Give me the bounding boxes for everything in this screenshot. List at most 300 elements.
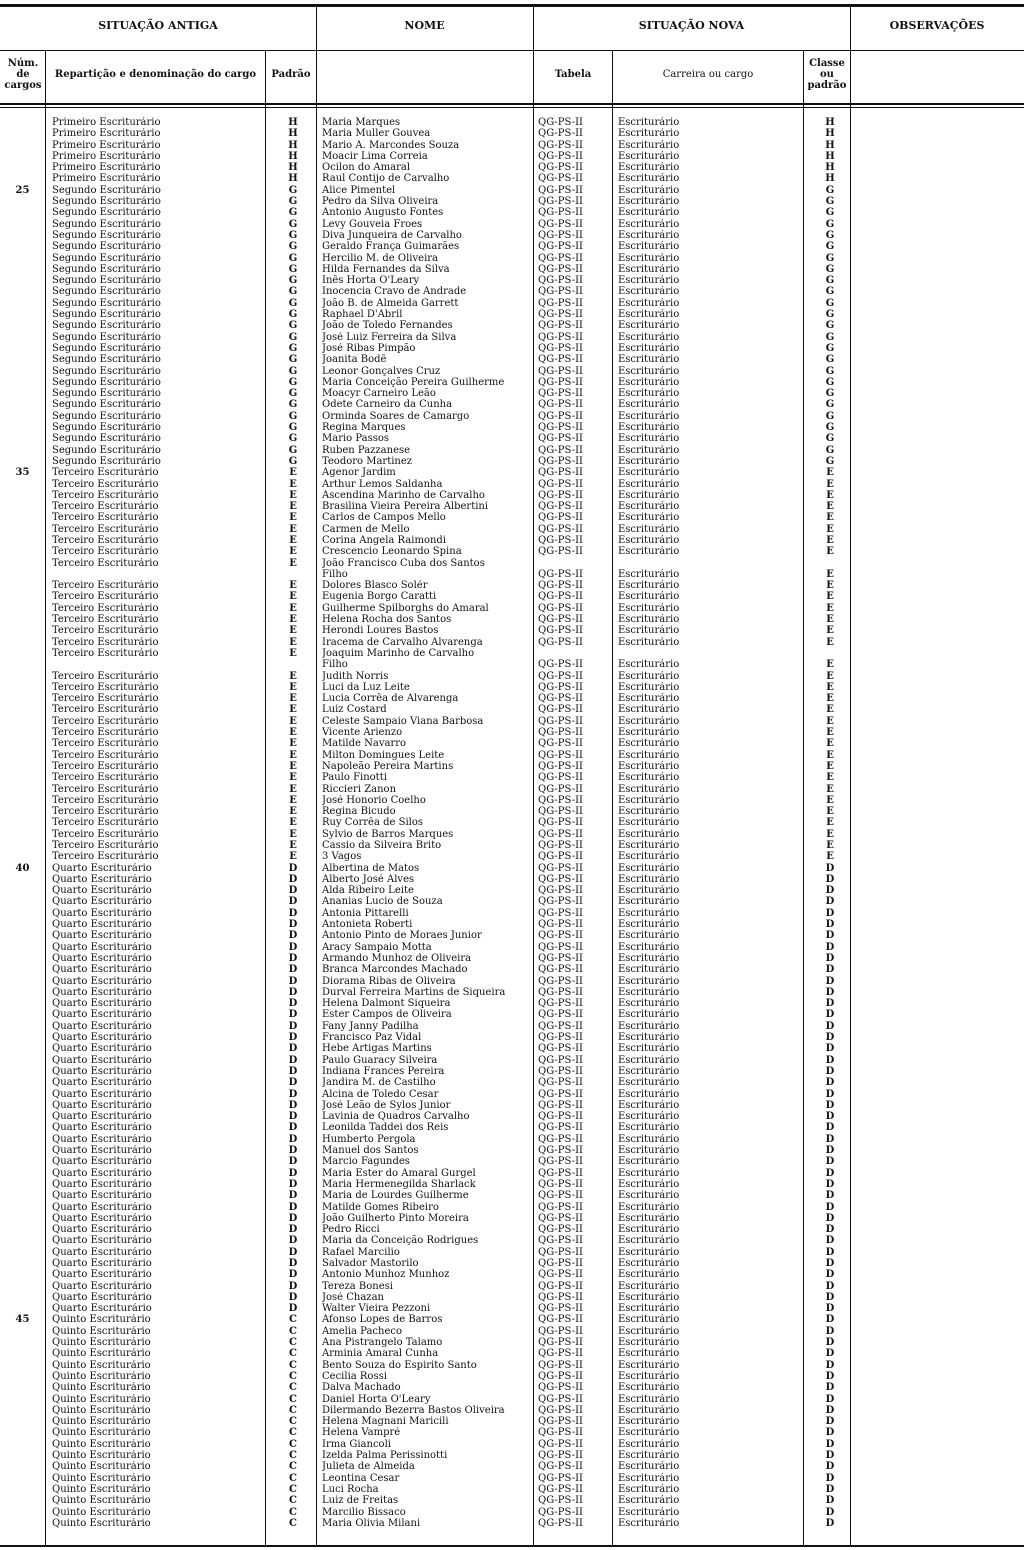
cell-cls: G [825, 455, 835, 467]
cell-cls: D [825, 1370, 835, 1382]
cell-pad: G [288, 196, 298, 208]
cell-nome: Odete Carneiro da Cunha [322, 399, 453, 411]
cell-pad: E [289, 489, 297, 501]
cell-tab: QG-PS-II [538, 207, 583, 219]
cell-pad: C [289, 1404, 297, 1416]
cell-rep: Quarto Escriturário [52, 1099, 152, 1111]
cell-tab: QG-PS-II [538, 636, 583, 648]
table-row [0, 1100, 1024, 1111]
table-row [0, 196, 1024, 207]
table-row [0, 1439, 1024, 1450]
cell-pad: E [289, 749, 297, 761]
cell-tab: QG-PS-II [538, 1246, 583, 1258]
table-row [0, 512, 1024, 523]
cell-tab: QG-PS-II [538, 1337, 583, 1349]
cell-car: Escriturário [618, 625, 680, 637]
cell-nome: Leonilda Taddei dos Reis [322, 1122, 449, 1134]
cell-rep: Quarto Escriturário [52, 1032, 152, 1044]
cell-rep: Terceiro Escriturário [52, 478, 159, 490]
cell-tab: QG-PS-II [538, 388, 583, 400]
cell-tab: QG-PS-II [538, 365, 583, 377]
cell-pad: E [289, 557, 297, 569]
cell-tab: QG-PS-II [538, 501, 583, 513]
cell-car: Escriturário [618, 354, 680, 366]
cell-pad: D [288, 1054, 298, 1066]
cell-nome: José Honorio Coelho [322, 794, 426, 806]
cell-pad: E [289, 727, 297, 739]
cell-rep: Terceiro Escriturário [52, 534, 159, 546]
cell-pad: E [289, 580, 297, 592]
cell-tab: QG-PS-II [538, 1122, 583, 1134]
cell-tab: QG-PS-II [538, 1303, 583, 1315]
cell-cls: D [825, 1337, 835, 1349]
cell-pad: G [288, 331, 298, 343]
cell-rep: Quarto Escriturário [52, 873, 152, 885]
cell-nome: Mario Passos [322, 433, 390, 445]
cell-tab: QG-PS-II [538, 806, 583, 818]
cell-tab: QG-PS-II [538, 128, 583, 140]
cell-pad: H [288, 173, 298, 185]
cell-tab: QG-PS-II [538, 851, 583, 863]
cell-pad: D [288, 862, 298, 874]
cell-car: Escriturário [618, 1156, 680, 1168]
cell-rep: Terceiro Escriturário [52, 512, 159, 524]
cell-pad: D [288, 1032, 298, 1044]
cell-cls: D [825, 1212, 835, 1224]
cell-pad: D [288, 896, 298, 908]
cell-pad: G [288, 263, 298, 275]
table-row [0, 535, 1024, 546]
cell-pad: D [288, 1167, 298, 1179]
table-row [0, 1009, 1024, 1020]
cell-nome: Celeste Sampaio Viana Barbosa [322, 715, 484, 727]
cell-car: Escriturário [618, 162, 680, 174]
cell-nome: Albertina de Matos [322, 862, 420, 874]
cell-tab: QG-PS-II [538, 760, 583, 772]
cell-tab: QG-PS-II [538, 580, 583, 592]
cell-car: Escriturário [618, 704, 680, 716]
cell-car: Escriturário [618, 1303, 680, 1315]
cell-nome: José Chazan [322, 1291, 384, 1303]
cell-tab: QG-PS-II [538, 975, 583, 987]
cell-pad: D [288, 885, 298, 897]
cell-car: Escriturário [618, 1427, 680, 1439]
cell-tab: QG-PS-II [538, 896, 583, 908]
cell-cls: D [825, 1461, 835, 1473]
cell-tab: QG-PS-II [538, 342, 583, 354]
table-row [0, 1326, 1024, 1337]
cell-tab: QG-PS-II [538, 1043, 583, 1055]
cell-car: Escriturário [618, 794, 680, 806]
cell-pad: G [288, 376, 298, 388]
cell-pad: C [289, 1506, 297, 1518]
cell-pad: C [289, 1337, 297, 1349]
table-row [0, 727, 1024, 738]
cell-cls: H [825, 139, 835, 151]
cell-cls: D [825, 1348, 835, 1360]
cell-rep: Terceiro Escriturário [52, 467, 159, 479]
cell-car: Escriturário [618, 975, 680, 987]
cell-nome: Alcina de Toledo Cesar [322, 1088, 439, 1100]
cell-car: Escriturário [618, 693, 680, 705]
table-row [0, 625, 1024, 636]
cell-car: Escriturário [618, 1122, 680, 1134]
cell-rep: Quarto Escriturário [52, 975, 152, 987]
cell-nome: João Guilherto Pinto Moreira [322, 1212, 469, 1224]
cell-car: Escriturário [618, 1382, 680, 1394]
table-row [0, 772, 1024, 783]
cell-pad: C [289, 1348, 297, 1360]
cell-nome: Mario A. Marcondes Souza [322, 139, 460, 151]
cell-rep: Quinto Escriturário [52, 1495, 151, 1507]
cell-pad: D [288, 941, 298, 953]
cell-cls: E [826, 580, 834, 592]
cell-car: Escriturário [618, 501, 680, 513]
cell-rep: Terceiro Escriturário [52, 546, 159, 558]
cell-rep: Quarto Escriturário [52, 1303, 152, 1315]
cell-cls: G [825, 184, 835, 196]
cell-tab: QG-PS-II [538, 1054, 583, 1066]
cell-rep: Terceiro Escriturário [52, 647, 159, 659]
cell-tab: QG-PS-II [538, 376, 583, 388]
cell-pad: E [289, 760, 297, 772]
cell-rep: Terceiro Escriturário [52, 636, 159, 648]
cell-cls: G [825, 196, 835, 208]
cell-tab: QG-PS-II [538, 422, 583, 434]
cell-rep: Quarto Escriturário [52, 1020, 152, 1032]
cell-tab: QG-PS-II [538, 1483, 583, 1495]
cell-car: Escriturário [618, 1065, 680, 1077]
cell-rep: Primeiro Escriturário [52, 128, 161, 140]
cell-pad: C [289, 1483, 297, 1495]
cell-nome: Filho [322, 659, 348, 671]
cell-cls: E [826, 760, 834, 772]
cell-pad: H [288, 128, 298, 140]
cell-car: Escriturário [618, 727, 680, 739]
cell-cls: E [826, 591, 834, 603]
header-bottom-rule [0, 103, 1024, 105]
cell-tab: QG-PS-II [538, 1269, 583, 1281]
cell-nome: Moacir Lima Correia [322, 150, 428, 162]
cell-nome: Ruy Corrêa de Silos [322, 817, 423, 829]
table-row [0, 1461, 1024, 1472]
table-row [0, 1089, 1024, 1100]
cell-tab: QG-PS-II [538, 150, 583, 162]
table-row [0, 1213, 1024, 1224]
cell-car: Escriturário [618, 1020, 680, 1032]
cell-car: Escriturário [618, 907, 680, 919]
table-row [0, 1111, 1024, 1122]
cell-cls: E [826, 534, 834, 546]
cell-tab: QG-PS-II [538, 1450, 583, 1462]
cell-rep: Primeiro Escriturário [52, 162, 161, 174]
cell-pad: C [289, 1382, 297, 1394]
table-row [0, 490, 1024, 501]
top-rule [0, 4, 1024, 7]
cell-rep: Segundo Escriturário [52, 263, 161, 275]
cell-nome: Fany Janny Padilha [322, 1020, 419, 1032]
cell-cls: D [825, 986, 835, 998]
table-row [0, 185, 1024, 196]
cell-tab: QG-PS-II [538, 478, 583, 490]
cell-cls: D [825, 1020, 835, 1032]
table-row [0, 1202, 1024, 1213]
cell-cls: G [825, 275, 835, 287]
cell-tab: QG-PS-II [538, 1404, 583, 1416]
cell-car: Escriturário [618, 173, 680, 185]
cell-cls: D [825, 862, 835, 874]
table-row [0, 275, 1024, 286]
subheader-classe: Classe ou padrão [807, 58, 847, 91]
header-situacao-antiga: SITUAÇÃO ANTIGA [98, 19, 218, 32]
cell-rep: Segundo Escriturário [52, 229, 161, 241]
cell-rep: Quarto Escriturário [52, 1269, 152, 1281]
cell-nome: Joaquim Marinho de Carvalho [322, 647, 475, 659]
cell-rep: Quarto Escriturário [52, 1224, 152, 1236]
cell-rep: Quarto Escriturário [52, 919, 152, 931]
cell-tab: QG-PS-II [538, 263, 583, 275]
cell-cls: G [825, 297, 835, 309]
table-row [0, 546, 1024, 557]
cell-nome: Ascendina Marinho de Carvalho [322, 489, 485, 501]
table-row [0, 388, 1024, 399]
cell-nome: 3 Vagos [322, 851, 362, 863]
cell-nome: Alberto José Alves [322, 873, 415, 885]
cell-rep: Terceiro Escriturário [52, 670, 159, 682]
cell-cls: E [826, 704, 834, 716]
cell-car: Escriturário [618, 1461, 680, 1473]
cell-rep: Terceiro Escriturário [52, 760, 159, 772]
cell-car: Escriturário [618, 930, 680, 942]
cell-cls: G [825, 320, 835, 332]
cell-nome: Dilermando Bezerra Bastos Oliveira [322, 1404, 505, 1416]
cell-cls: D [825, 1099, 835, 1111]
cell-tab: QG-PS-II [538, 275, 583, 287]
cell-nome: Regina Bicudo [322, 806, 396, 818]
cell-tab: QG-PS-II [538, 354, 583, 366]
cell-rep: Quinto Escriturário [52, 1427, 151, 1439]
table-row [0, 264, 1024, 275]
cell-tab: QG-PS-II [538, 862, 583, 874]
cell-pad: E [289, 693, 297, 705]
cell-tab: QG-PS-II [538, 286, 583, 298]
cell-rep: Segundo Escriturário [52, 455, 161, 467]
cell-nome: Hebe Artigas Martins [322, 1043, 432, 1055]
cell-cls: G [825, 252, 835, 264]
cell-car: Escriturário [618, 1314, 680, 1326]
cell-car: Escriturário [618, 851, 680, 863]
cell-rep: Quinto Escriturário [52, 1506, 151, 1518]
table-row [0, 501, 1024, 512]
cell-nome: Tereza Bonesi [322, 1280, 393, 1292]
cell-cls: D [825, 1393, 835, 1405]
cell-car: Escriturário [618, 749, 680, 761]
cell-car: Escriturário [618, 636, 680, 648]
cell-nome: Arminia Amaral Cunha [322, 1348, 439, 1360]
cell-pad: H [288, 162, 298, 174]
table-row [0, 817, 1024, 828]
cell-pad: D [288, 907, 298, 919]
cell-nome: José Leão de Sylos Junior [322, 1099, 451, 1111]
cell-car: Escriturário [618, 772, 680, 784]
cell-nome: Eugenia Borgo Caratti [322, 591, 437, 603]
cell-rep: Quinto Escriturário [52, 1416, 151, 1428]
table-row [0, 1450, 1024, 1461]
cell-tab: QG-PS-II [538, 1156, 583, 1168]
cell-cls: E [826, 568, 834, 580]
cell-pad: E [289, 806, 297, 818]
table-row [0, 343, 1024, 354]
cell-cls: D [825, 1224, 835, 1236]
cell-tab: QG-PS-II [538, 704, 583, 716]
cell-nome: Antonieta Roberti [322, 919, 413, 931]
cell-cls: E [826, 851, 834, 863]
cell-nome: Durval Ferreira Martins de Siqueira [322, 986, 506, 998]
cell-tab: QG-PS-II [538, 681, 583, 693]
cell-car: Escriturário [618, 150, 680, 162]
cell-car: Escriturário [618, 1032, 680, 1044]
cell-cls: D [825, 1291, 835, 1303]
cell-cls: G [825, 376, 835, 388]
cell-rep: Quinto Escriturário [52, 1472, 151, 1484]
cell-cls: E [826, 772, 834, 784]
cell-cls: D [825, 1438, 835, 1450]
cell-tab: QG-PS-II [538, 241, 583, 253]
cell-car: Escriturário [618, 1348, 680, 1360]
cell-nome: Maria Olivia Milani [322, 1517, 421, 1529]
cell-rep: Quarto Escriturário [52, 986, 152, 998]
cell-car: Escriturário [618, 1370, 680, 1382]
cell-rep: Quarto Escriturário [52, 862, 152, 874]
cell-cls: D [825, 1178, 835, 1190]
cell-car: Escriturário [618, 1167, 680, 1179]
cell-rep: Segundo Escriturário [52, 410, 161, 422]
cell-nome: Walter Vieira Pezzoni [322, 1303, 431, 1315]
cell-tab: QG-PS-II [538, 1201, 583, 1213]
cell-cls: D [825, 952, 835, 964]
cell-car: Escriturário [618, 1472, 680, 1484]
cell-nome: Crescencio Leonardo Spina [322, 546, 462, 558]
table-row [0, 1055, 1024, 1066]
cell-rep: Terceiro Escriturário [52, 591, 159, 603]
table-row [0, 840, 1024, 851]
cell-tab: QG-PS-II [538, 998, 583, 1010]
cell-pad: G [288, 410, 298, 422]
cell-car: Escriturário [618, 670, 680, 682]
cell-rep: Primeiro Escriturário [52, 173, 161, 185]
cell-pad: G [288, 433, 298, 445]
cell-nome: Inês Horta O'Leary [322, 275, 420, 287]
cell-tab: QG-PS-II [538, 1088, 583, 1100]
cell-nome: Maria Hermenegilda Sharlack [322, 1178, 476, 1190]
cell-car: Escriturário [618, 602, 680, 614]
cell-pad: C [289, 1427, 297, 1439]
cell-tab: QG-PS-II [538, 1111, 583, 1123]
table-row [0, 580, 1024, 591]
cell-rep: Quinto Escriturário [52, 1359, 151, 1371]
cell-pad: E [289, 534, 297, 546]
cell-tab: QG-PS-II [538, 591, 583, 603]
table-row [0, 1495, 1024, 1506]
cell-rep: Quarto Escriturário [52, 930, 152, 942]
cell-rep: Terceiro Escriturário [52, 693, 159, 705]
cell-rep: Quarto Escriturário [52, 1145, 152, 1157]
cell-nome: Indiana Frances Pereira [322, 1065, 445, 1077]
cell-cls: G [825, 433, 835, 445]
cell-nome: Helena Magnani Maricili [322, 1416, 449, 1428]
subheader-reparticao: Repartição e denominação do cargo [54, 69, 257, 80]
table-row [0, 253, 1024, 264]
cell-tab: QG-PS-II [538, 964, 583, 976]
cell-pad: D [288, 1111, 298, 1123]
cell-cls: E [826, 738, 834, 750]
cell-nome: Armando Munhoz de Oliveira [322, 952, 472, 964]
table-row [0, 1134, 1024, 1145]
cell-tab: QG-PS-II [538, 162, 583, 174]
cell-cls: D [825, 1145, 835, 1157]
table-row [0, 332, 1024, 343]
cell-tab: QG-PS-II [538, 1427, 583, 1439]
cell-rep: Quarto Escriturário [52, 998, 152, 1010]
cell-pad: D [288, 873, 298, 885]
cell-rep: Terceiro Escriturário [52, 557, 159, 569]
table-row [0, 569, 1024, 580]
cell-car: Escriturário [618, 1495, 680, 1507]
cell-pad: D [288, 1088, 298, 1100]
cell-pad: D [288, 1020, 298, 1032]
cell-nome: Aracy Sampaio Motta [322, 941, 432, 953]
table-row [0, 693, 1024, 704]
cell-rep: Terceiro Escriturário [52, 681, 159, 693]
cell-rep: Terceiro Escriturário [52, 625, 159, 637]
cell-car: Escriturário [618, 998, 680, 1010]
cell-pad: C [289, 1416, 297, 1428]
cell-nome: Maria Marques [322, 117, 401, 128]
cell-rep: Quinto Escriturário [52, 1404, 151, 1416]
cell-nome: Ester Campos de Oliveira [322, 1009, 452, 1021]
table-row [0, 524, 1024, 535]
cell-nome: Maria Ester do Amaral Gurgel [322, 1167, 476, 1179]
cell-pad: E [289, 772, 297, 784]
cell-pad: G [288, 286, 298, 298]
cell-cls: E [826, 614, 834, 626]
cell-car: Escriturário [618, 376, 680, 388]
cell-car: Escriturário [618, 489, 680, 501]
cell-tab: QG-PS-II [538, 1099, 583, 1111]
cell-cls: G [825, 422, 835, 434]
cell-cls: H [825, 173, 835, 185]
cell-tab: QG-PS-II [538, 489, 583, 501]
cell-tab: QG-PS-II [538, 1145, 583, 1157]
cell-rep: Segundo Escriturário [52, 297, 161, 309]
cell-nome: Francisco Paz Vidal [322, 1032, 422, 1044]
cell-car: Escriturário [618, 207, 680, 219]
cell-tab: QG-PS-II [538, 512, 583, 524]
cell-tab: QG-PS-II [538, 117, 583, 128]
cell-nome: Leonor Gonçalves Cruz [322, 365, 441, 377]
cell-tab: QG-PS-II [538, 1190, 583, 1202]
cell-rep: Quarto Escriturário [52, 1291, 152, 1303]
cell-cls: D [825, 1269, 835, 1281]
cell-car: Escriturário [618, 952, 680, 964]
cell-car: Escriturário [618, 399, 680, 411]
cell-tab: QG-PS-II [538, 1393, 583, 1405]
cell-nome: Lucia Corrêa de Alvarenga [322, 693, 459, 705]
cell-cls: G [825, 229, 835, 241]
cell-nome: Izelda Palma Perissinotti [322, 1450, 448, 1462]
table-row [0, 286, 1024, 297]
cell-rep: Quarto Escriturário [52, 1257, 152, 1269]
